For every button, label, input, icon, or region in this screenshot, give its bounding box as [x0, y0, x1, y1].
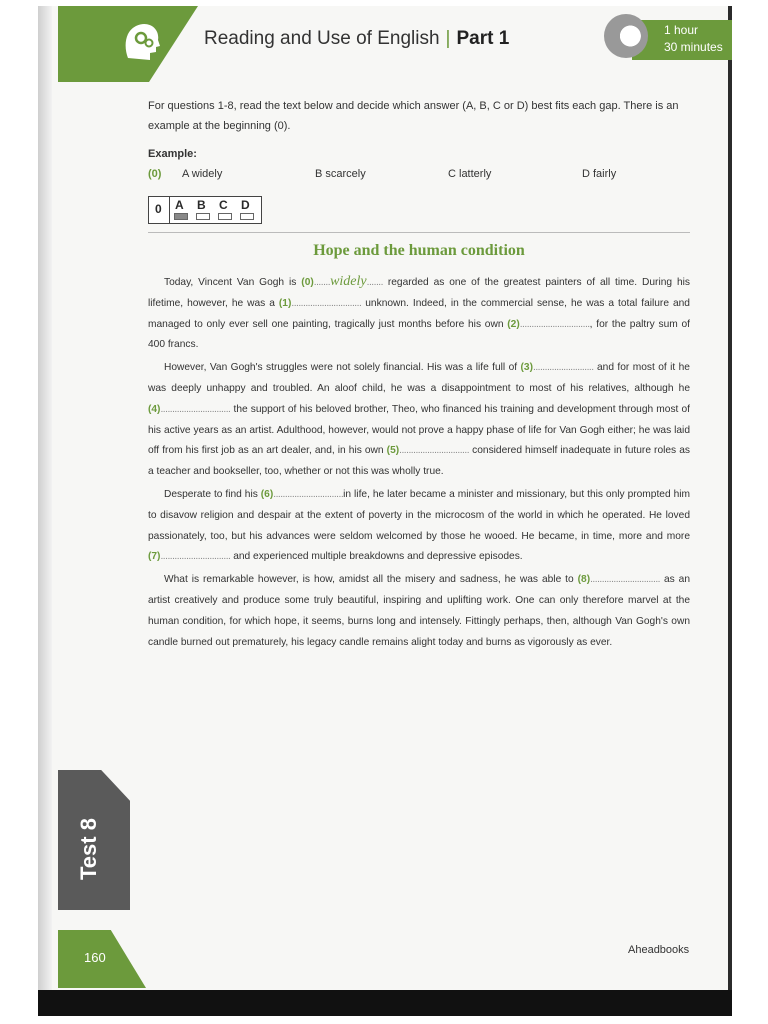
- page-edge-shadow: [728, 6, 732, 1016]
- p1-text-d: , for the paltry sum of 400 francs.: [148, 318, 690, 351]
- gap-2[interactable]: (2): [507, 318, 520, 330]
- p4-text-b: as an artist creatively and produce some truly beautiful, inspiring and uplifting work. One can only therefore marvel at the human condition, for which hope, it seems, burns long and intensely. Fittingly perhaps, then, although Van Gogh's own candle burned out prematurely, his legacy candle remains alight today and burns as vigorously as ever.: [148, 574, 691, 648]
- p2-text-a: However, Van Gogh's struggles were not solely financial. His was a life full of: [164, 362, 518, 374]
- instructions: For questions 1-8, read the text below and decide which answer (A, B, C or D) best fits each gap. There is an example at the beginning (0).: [148, 100, 679, 132]
- gap-dots: ..........................: [532, 362, 594, 374]
- p1-text-c: unknown. Indeed, in the commercial sense, he was a total failure and managed to only ever sell one painting, tragically just months before his own: [148, 297, 690, 330]
- test-label: Test 8: [76, 818, 101, 880]
- gap-0: (0): [301, 277, 314, 288]
- gap-dots: .......: [313, 277, 331, 288]
- text-title: Hope and the human condition: [313, 242, 525, 259]
- example-label: Example:: [148, 148, 197, 160]
- reading-text: [148, 272, 690, 655]
- p1-text-b: regarded as one of the greatest painters of all time. During his lifetime, however, he was a: [148, 277, 690, 309]
- paragraph-4: [148, 570, 690, 653]
- p1-text-a: Today, Vincent Van Gogh is: [164, 277, 297, 288]
- part-label: Part 1: [456, 28, 510, 49]
- gap-5[interactable]: (5): [386, 445, 400, 457]
- p2-text-d: considered himself inadequate in future roles as a teacher and bookseller, too, whether or not this was wholly true.: [148, 445, 690, 478]
- time-indicator: [604, 14, 732, 58]
- gap-8[interactable]: (8): [577, 574, 591, 586]
- answer-grid: [148, 196, 262, 224]
- gap-4[interactable]: (4): [148, 403, 161, 415]
- time-hours: 1 hour: [664, 23, 699, 37]
- paragraph-2: [148, 358, 690, 483]
- grid-box-b: [196, 213, 210, 220]
- book-binding: [38, 6, 52, 1016]
- p2-text-c: the support of his beloved brother, Theo, who financed his training and development through most of his active years as an artist. Adulthood, however, would not prove a happy phase of life for Van Gogh either; he was laid off from his first job as an art dealer, and, in his own: [148, 403, 690, 457]
- gap-dots: ..............................: [399, 445, 470, 457]
- example-option-b: B scarcely: [315, 168, 366, 180]
- gap-dots: ..............................: [590, 574, 661, 586]
- grid-letter-a: A: [175, 198, 184, 212]
- gap-dots: ..............................: [160, 403, 231, 415]
- divider-rule: [148, 232, 690, 233]
- section-title-text: Reading and Use of English: [204, 28, 440, 49]
- gap-1[interactable]: (1): [278, 297, 292, 309]
- clock-icon: [604, 14, 648, 58]
- gap-dots: ..............................: [160, 551, 231, 563]
- grid-number: 0: [155, 202, 162, 216]
- example-option-d: D fairly: [582, 168, 617, 180]
- gap-dots: ..............................: [291, 297, 362, 309]
- example-number: (0): [148, 168, 162, 180]
- gap-dots: .......: [366, 277, 383, 288]
- time-text: [664, 22, 723, 56]
- grid-letter-b: B: [197, 198, 206, 212]
- grid-divider: [169, 197, 170, 223]
- head-gears-icon: [120, 18, 162, 64]
- grid-box-c: [218, 213, 232, 220]
- p3-text-c: and experienced multiple breakdowns and depressive episodes.: [233, 551, 523, 563]
- p2-text-b: and for most of it he was deeply unhappy and troubled. An aloof child, he was a disappointment to most of his relatives, although he: [148, 362, 690, 394]
- grid-letter-c: C: [219, 198, 228, 212]
- title-separator: |: [445, 28, 451, 49]
- p3-text-b: in life, he later became a minister and missionary, but this only prompted him to disavow religion and despair at the extent of poverty in the microcosm of the world in which he operated. He loved passionately, too, but his advances were seldom welcomed by those he wooed. He became, in time, more and more: [148, 488, 690, 542]
- section-title: [204, 28, 509, 50]
- p4-text-a: What is remarkable however, is how, amidst all the misery and sadness, he was able to: [164, 574, 574, 586]
- paragraph-1: [148, 272, 690, 356]
- example-option-a: A widely: [182, 168, 223, 180]
- gap-dots: ..............................: [519, 318, 590, 330]
- grid-box-a-selected: [174, 213, 188, 220]
- gap-dots: ..............................: [273, 488, 344, 500]
- page-number: 160: [84, 950, 106, 965]
- example-answer: widely: [330, 274, 367, 289]
- publisher-brand: Aheadbooks: [628, 944, 690, 956]
- paragraph-3: [148, 485, 690, 568]
- time-minutes: 30 minutes: [664, 40, 723, 54]
- p3-text-a: Desperate to find his: [164, 488, 258, 500]
- grid-letter-d: D: [241, 198, 250, 212]
- gap-3[interactable]: (3): [520, 362, 533, 374]
- example-option-c: C latterly: [448, 168, 492, 180]
- gap-6[interactable]: (6): [260, 488, 274, 500]
- example-options: [148, 168, 708, 186]
- grid-box-d: [240, 213, 254, 220]
- gap-7[interactable]: (7): [148, 551, 161, 563]
- scan-bottom-edge: [38, 990, 732, 1016]
